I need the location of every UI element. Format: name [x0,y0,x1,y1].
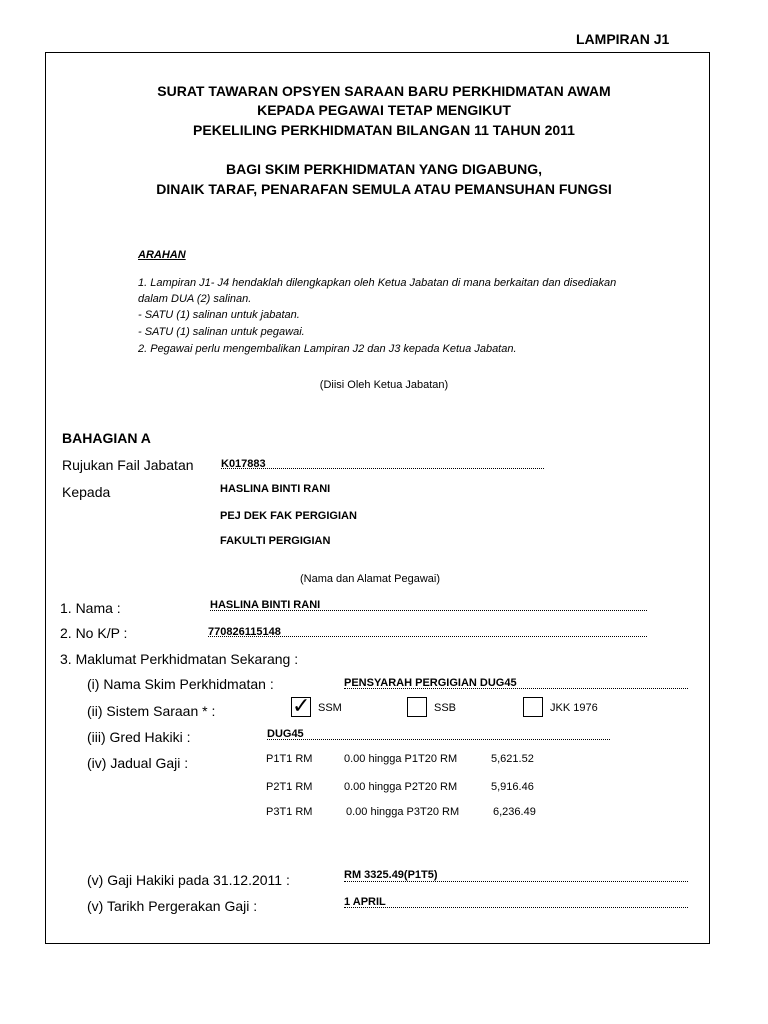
maklumat-label: 3. Maklumat Perkhidmatan Sekarang : [60,651,299,667]
nokp-dotted-line [208,636,647,637]
gred-label: (iii) Gred Hakiki : [87,729,191,745]
jadual-range: 0.00 hingga P1T20 RM [344,753,458,765]
sistem-label: (ii) Sistem Saraan * : [87,703,216,719]
jadual-range: 0.00 hingga P2T20 RM [344,781,458,793]
jkk-option-label: JKK 1976 [550,702,598,714]
rujukan-value: K017883 [221,458,266,470]
rujukan-label: Rujukan Fail Jabatan [62,457,194,473]
gaji-label: (v) Gaji Hakiki pada 31.12.2011 : [87,872,290,888]
ssm-option-label: SSM [318,702,342,714]
title-line-3: PEKELILING PERKHIDMATAN BILANGAN 11 TAHUN 2011 [193,122,575,138]
kepada-line: HASLINA BINTI RANI [220,483,331,495]
jadual-grade: P3T1 RM [266,806,313,818]
instruction-line: 1. Lampiran J1- J4 hendaklah dilengkapkan oleh Ketua Jabatan di mana berkaitan dan disediakan [138,277,617,289]
nama-alamat-note: (Nama dan Alamat Pegawai) [300,573,441,585]
title-line-5: DINAIK TARAF, PENARAFAN SEMULA ATAU PEMANSUHAN FUNGSI [156,181,612,197]
gred-value: DUG45 [267,728,304,740]
jadual-grade: P2T1 RM [266,781,313,793]
lampiran-label: LAMPIRAN J1 [576,31,670,47]
kepada-line: PEJ DEK FAK PERGIGIAN [220,510,357,522]
jkk-checkbox[interactable] [523,697,543,717]
jadual-range: 0.00 hingga P3T20 RM [346,806,460,818]
instruction-line: - SATU (1) salinan untuk jabatan. [138,309,300,321]
instruction-line: - SATU (1) salinan untuk pegawai. [138,326,305,338]
tarikh-value: 1 APRIL [344,896,386,908]
nama-value: HASLINA BINTI RANI [210,599,321,611]
kepada-label: Kepada [62,484,111,500]
checkmark-icon: ✓ [292,694,311,719]
gaji-value: RM 3325.49(P1T5) [344,869,438,881]
instruction-line: dalam DUA (2) salinan. [138,293,252,305]
ssb-option-label: SSB [434,702,457,714]
title-line-2: KEPADA PEGAWAI TETAP MENGIKUT [257,102,511,118]
nama-dotted-line [210,610,647,611]
instruction-line: 2. Pegawai perlu mengembalikan Lampiran J2 dan J3 kepada Ketua Jabatan. [138,343,517,355]
skim-dotted-line [344,688,688,689]
gaji-dotted-line [344,881,688,882]
jadual-amount: 5,621.52 [491,753,534,765]
title-line-4: BAGI SKIM PERKHIDMATAN YANG DIGABUNG, [225,161,543,177]
rujukan-dotted-line [221,468,544,469]
nokp-label: 2. No K/P : [60,625,128,641]
jadual-label: (iv) Jadual Gaji : [87,755,189,771]
title-line-1: SURAT TAWARAN OPSYEN SARAAN BARU PERKHIDMATAN AWAM [157,83,611,99]
nokp-value: 770826115148 [208,626,281,638]
jadual-amount: 5,916.46 [491,781,534,793]
jadual-grade: P1T1 RM [266,753,313,765]
ssb-checkbox[interactable] [407,697,427,717]
jadual-amount: 6,236.49 [493,806,536,818]
skim-value: PENSYARAH PERGIGIAN DUG45 [344,677,517,689]
arahan-heading: ARAHAN [138,249,186,261]
diisi-note: (Diisi Oleh Ketua Jabatan) [319,379,449,391]
kepada-line: FAKULTI PERGIGIAN [220,535,331,547]
gred-dotted-line [267,739,610,740]
tarikh-label: (v) Tarikh Pergerakan Gaji : [87,898,258,914]
tarikh-dotted-line [344,907,688,908]
bahagian-a-heading: BAHAGIAN A [62,430,151,446]
nama-label: 1. Nama : [60,600,121,616]
skim-label: (i) Nama Skim Perkhidmatan : [87,676,274,692]
